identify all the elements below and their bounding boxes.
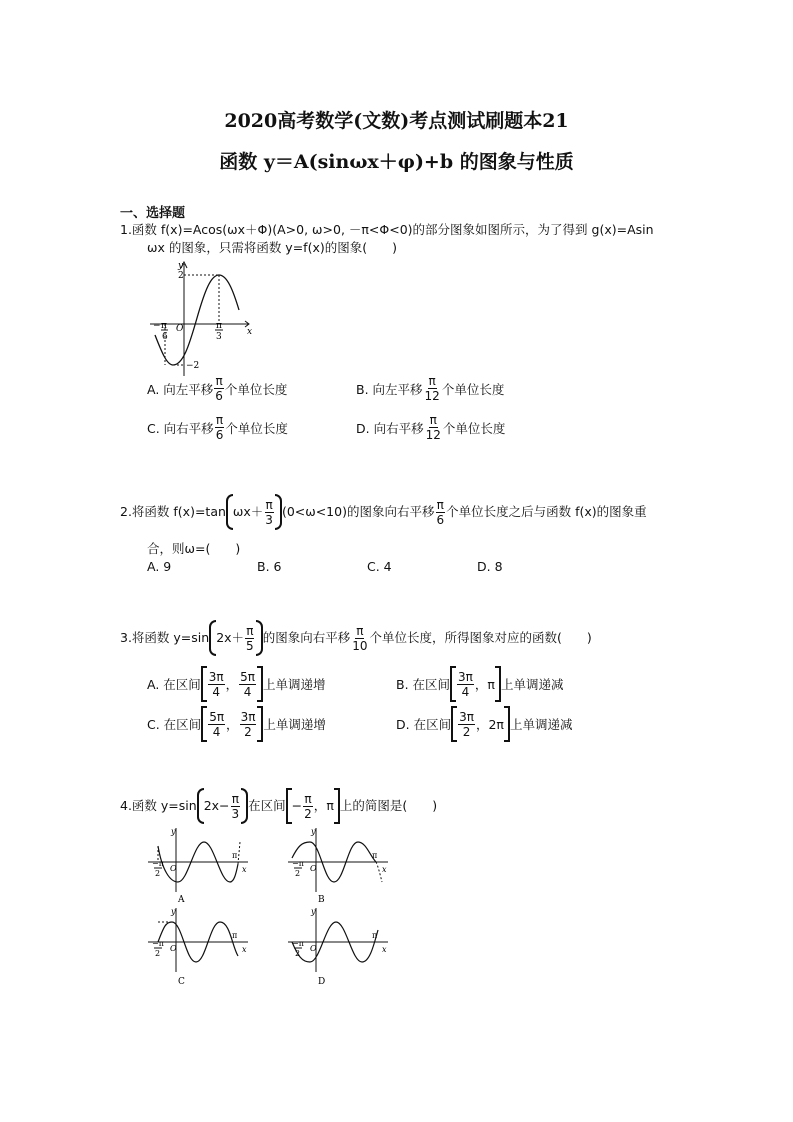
q3-b-bracket-left xyxy=(450,666,456,702)
q3-b-num1: 3π xyxy=(458,669,473,684)
q4-b-x: x xyxy=(382,865,387,874)
q3-d-plain: 2π xyxy=(488,716,504,732)
q4-b-label: B xyxy=(318,895,325,905)
q1-line2: ωx 的图象，只需将函数 y=f(x)的图象( ) xyxy=(147,240,397,255)
q2-shift-den: 6 xyxy=(436,512,445,527)
q4-paren-left xyxy=(197,788,204,824)
q1-graph-pi-b: π xyxy=(216,321,222,331)
q4-int-frac xyxy=(303,792,313,821)
q2-inner-frac xyxy=(264,498,274,527)
q4-c-x: x xyxy=(242,945,247,954)
q3-inner-a: 2x＋ xyxy=(216,630,245,645)
q1-c-pre: C. 向右平移 xyxy=(147,420,214,436)
q4-d-pi: π xyxy=(372,931,378,940)
q3-a-num2: 5π xyxy=(240,669,256,684)
q2-option-a[interactable]: A. 9 xyxy=(147,559,172,574)
q3-c-den1: 4 xyxy=(212,724,221,739)
q1-c-num: π xyxy=(215,413,224,427)
q1-b-pre: B. 向左平移 xyxy=(356,381,423,397)
q3-a-frac2 xyxy=(239,670,256,699)
q2-option-d[interactable]: D. 8 xyxy=(477,559,503,574)
q4-d-y: y xyxy=(311,907,316,916)
q1-option-d[interactable] xyxy=(356,413,505,442)
q4-paren-right xyxy=(241,788,248,824)
q4-graphs xyxy=(140,826,410,996)
q4-a-x: x xyxy=(242,865,247,874)
q1-b-num: π xyxy=(428,374,436,388)
q4-a-pi: π xyxy=(232,851,238,860)
q1-line1: 1.函数 f(x)=Acos(ωx＋Φ)(A>0, ω>0, －π<Φ<0)的部分图象如图所示，为了得到 g(x)=Asin xyxy=(120,222,654,237)
q2-inner-den: 3 xyxy=(265,512,273,527)
q4-inner-a: 2x− xyxy=(203,798,230,813)
q1-graph xyxy=(145,258,255,378)
q4-pre: 4.函数 y=sin xyxy=(120,798,197,813)
paper-title: 2020高考数学(文数)考点测试刷题本21 xyxy=(224,110,569,132)
q3-d-comma: ， xyxy=(475,717,489,732)
q3-b-plain: π xyxy=(487,676,495,692)
q3-d-post: 上单调递减 xyxy=(509,717,573,732)
q3-inner-frac xyxy=(245,624,255,653)
q1-graph-six: 6 xyxy=(162,332,168,342)
q4-int-sign: − xyxy=(291,798,303,813)
paper-subtitle: 函数 y＝A(sinωx＋φ)+b 的图象与性质 xyxy=(219,151,574,173)
q3-b-den1: 4 xyxy=(461,684,470,699)
q1-graph-pi-a: π xyxy=(161,321,167,331)
q3-c-num2: 3π xyxy=(240,709,256,724)
q4-c-label: C xyxy=(178,977,185,987)
q2-line1 xyxy=(120,494,647,530)
q1-a-frac xyxy=(214,374,224,403)
q4-c-y: y xyxy=(171,907,176,916)
q4-inner-den: 3 xyxy=(231,806,240,821)
q3-d-bracket-left xyxy=(451,706,457,742)
q1-d-num: π xyxy=(429,413,437,427)
q3-shift-frac xyxy=(351,624,368,653)
q3-c-frac2 xyxy=(240,710,257,739)
q3-d-pre: D. 在区间 xyxy=(396,717,452,732)
q2-shift-frac xyxy=(435,498,445,527)
q4-c-two: 2 xyxy=(155,949,161,958)
q1-a-num: π xyxy=(215,374,223,388)
q2-paren-right xyxy=(275,494,282,530)
q1-graph-neg: − xyxy=(153,321,161,331)
q1-option-a[interactable] xyxy=(147,374,287,403)
q4-b-o: O xyxy=(310,864,317,873)
q4-inner-num: π xyxy=(231,791,239,806)
q1-d-pre: D. 向右平移 xyxy=(356,420,424,436)
q3-b-post: 上单调递减 xyxy=(500,677,564,692)
q3-shift-den: 10 xyxy=(352,638,368,653)
q3-c-pre: C. 在区间 xyxy=(147,717,202,732)
q3-a-post: 上单调递增 xyxy=(263,677,326,692)
q3-b-frac1 xyxy=(457,670,474,699)
q3-b-comma: ， xyxy=(474,677,488,692)
q4-b-pi: π xyxy=(372,851,378,860)
q2-inner-a: ωx＋ xyxy=(232,504,264,519)
q4-a-y: y xyxy=(171,827,176,836)
q3-a-pre: A. 在区间 xyxy=(147,677,201,692)
q3-option-c[interactable] xyxy=(147,706,326,742)
q3-a-frac1 xyxy=(208,670,225,699)
q4-inner-frac xyxy=(231,792,241,821)
q4-d-o: O xyxy=(310,944,317,953)
q2-line2: 合，则ω=( ) xyxy=(147,541,241,556)
q3-a-bracket-left xyxy=(201,666,207,702)
q4-post: 上的简图是( ) xyxy=(339,798,438,813)
q3-d-frac1 xyxy=(458,710,475,739)
q1-a-pre: A. 向左平移 xyxy=(147,381,214,397)
q1-c-frac xyxy=(215,413,225,442)
q3-c-comma: ， xyxy=(226,717,239,732)
q1-c-post: 个单位长度 xyxy=(225,420,288,436)
q3-a-den1: 4 xyxy=(212,684,221,699)
q2-inner-num: π xyxy=(265,497,273,512)
q4-b-two: 2 xyxy=(295,869,301,878)
q2-post: 个单位长度之后与函数 f(x)的图象重 xyxy=(446,504,647,519)
q3-c-frac1 xyxy=(208,710,225,739)
q3-inner-den: 5 xyxy=(246,638,254,653)
q2-shift-num: π xyxy=(436,497,444,512)
q1-c-den: 6 xyxy=(215,428,224,442)
q3-c-den2: 2 xyxy=(244,724,252,739)
q3-option-b[interactable] xyxy=(396,666,563,702)
q3-inner-num: π xyxy=(246,623,254,638)
q3-post: 个单位长度，所得图象对应的函数( ) xyxy=(369,630,592,645)
q3-c-bracket-left xyxy=(201,706,207,742)
q4-a-label: A xyxy=(178,895,185,905)
q2-mid: (0<ω<10)的图象向右平移 xyxy=(281,504,435,519)
q2-option-c[interactable]: C. 4 xyxy=(367,559,392,574)
q2-option-b[interactable]: B. 6 xyxy=(257,559,282,574)
q3-mid: 的图象向右平移 xyxy=(262,630,351,645)
q4-c-o: O xyxy=(170,944,177,953)
q4-d-x: x xyxy=(382,945,387,954)
q3-b-pre: B. 在区间 xyxy=(396,677,451,692)
q4-int-den: 2 xyxy=(304,806,312,821)
q4-a-o: O xyxy=(170,864,177,873)
q1-graph-origin: O xyxy=(176,324,184,334)
q1-b-post: 个单位长度 xyxy=(441,381,505,397)
q4-line1 xyxy=(120,788,437,824)
q1-d-post: 个单位长度 xyxy=(442,420,506,436)
q4-c-pi: π xyxy=(232,931,238,940)
q3-option-a[interactable] xyxy=(147,666,326,702)
q1-b-frac xyxy=(424,374,441,403)
q1-b-den: 12 xyxy=(424,389,440,403)
q1-graph-three: 3 xyxy=(216,332,222,342)
q4-mid: 在区间 xyxy=(248,798,286,813)
q1-graph-two: 2 xyxy=(178,271,184,281)
q3-a-num1: 3π xyxy=(208,669,224,684)
q1-a-den: 6 xyxy=(215,389,223,403)
q1-option-b[interactable] xyxy=(356,374,504,403)
q3-shift-num: π xyxy=(356,623,364,638)
q1-option-c[interactable] xyxy=(147,413,288,442)
q4-c-negpi: −π xyxy=(152,939,164,948)
q1-graph-negtwo: −2 xyxy=(186,361,200,371)
q3-paren-left xyxy=(209,620,216,656)
q1-d-den: 12 xyxy=(425,428,441,442)
q1-a-post: 个单位长度 xyxy=(224,381,288,397)
q3-d-num1: 3π xyxy=(459,709,474,724)
q4-d-negpi: −π xyxy=(292,939,304,948)
q4-comma: ， xyxy=(313,798,327,813)
q3-c-post: 上单调递增 xyxy=(263,717,326,732)
q4-a-two: 2 xyxy=(155,869,161,878)
q3-pre: 3.将函数 y=sin xyxy=(120,630,210,645)
q1-d-frac xyxy=(425,413,442,442)
q3-a-den2: 4 xyxy=(243,684,252,699)
q1-graph-x: x xyxy=(247,327,253,337)
q1-graph-y: y xyxy=(178,261,184,271)
q4-d-two: 2 xyxy=(295,949,301,958)
q3-d-den1: 2 xyxy=(462,724,471,739)
q4-b-y: y xyxy=(311,827,316,836)
q3-a-comma: ， xyxy=(225,677,239,692)
q4-int-num: π xyxy=(304,791,312,806)
q3-c-num1: 5π xyxy=(209,709,225,724)
q4-d-label: D xyxy=(318,977,326,987)
section-heading: 一、选择题 xyxy=(120,206,186,221)
q2-pre: 2.将函数 f(x)=tan xyxy=(120,504,226,519)
q3-paren-right xyxy=(256,620,263,656)
q3-option-d[interactable] xyxy=(396,706,572,742)
q4-a-negpi: −π xyxy=(152,859,164,868)
q2-paren-left xyxy=(226,494,233,530)
q3-line1 xyxy=(120,620,592,656)
q4-int-b: π xyxy=(326,798,334,813)
q4-b-negpi: −π xyxy=(292,859,304,868)
